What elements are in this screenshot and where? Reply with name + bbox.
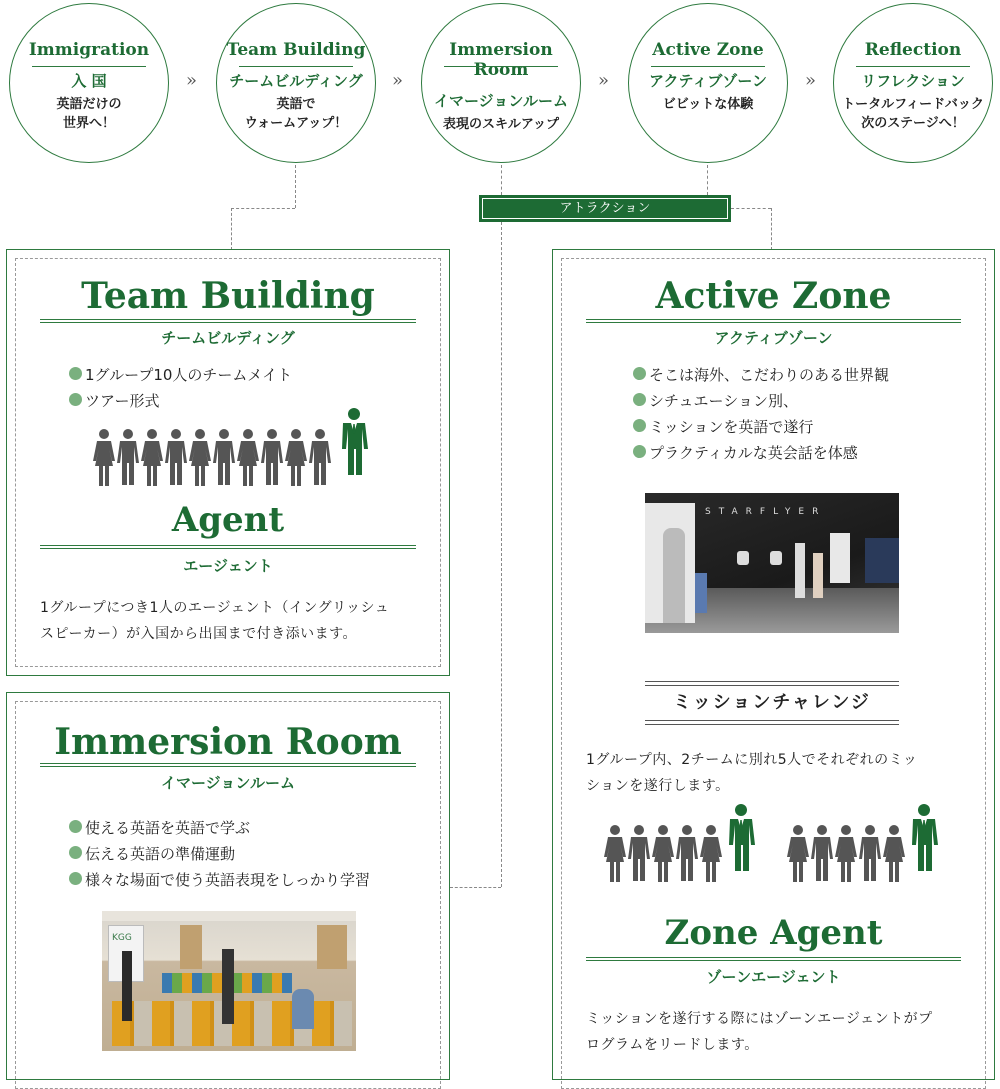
step-desc: 表現のスキルアップ <box>443 117 559 132</box>
chevron-right-icon: » <box>186 70 195 91</box>
active-zone-panel <box>552 249 995 1080</box>
connector-line <box>707 165 708 195</box>
step-desc: 英語だけの 世界へ！ <box>56 97 122 131</box>
immersion-room-photo <box>102 911 356 1051</box>
panel-subtitle: チームビルディング <box>161 329 295 347</box>
list-item: ミッションを英語で遂行 <box>633 414 889 440</box>
panel-subtitle: イマージョンルーム <box>160 774 296 792</box>
step-reflection <box>833 3 993 163</box>
bullet-dot-icon <box>69 846 85 862</box>
list-item: そこは海外、こだわりのある世界観 <box>633 362 889 388</box>
connector-line <box>731 208 771 209</box>
panel-title: Immersion Room <box>54 721 402 763</box>
step-ja: 入 国 <box>71 72 107 90</box>
step-ja: アクティブゾーン <box>648 72 768 90</box>
step-ja: リフレクション <box>861 72 965 90</box>
panel-title: Team Building <box>81 275 375 317</box>
step-en: Active Zone <box>652 40 764 60</box>
step-immigration <box>9 3 169 163</box>
list-item: 使える英語を英語で学ぶ <box>69 815 370 841</box>
step-ja: イマージョンルーム <box>433 92 569 110</box>
step-active-zone <box>628 3 788 163</box>
list-item: 様々な場面で使う英語表現をしっかり学習 <box>69 867 370 893</box>
two-teams-people-icon <box>603 802 953 884</box>
step-desc: トータルフィードバック 次のステージへ！ <box>842 97 984 131</box>
attraction-label: アトラクション <box>479 195 731 222</box>
immersion-room-panel <box>6 692 450 1080</box>
connector-line <box>771 208 772 250</box>
zone-agent-description: ミッションを遂行する際にはゾーンエージェントがプ ログラムをリードします。 <box>586 1011 933 1053</box>
step-desc: 英語で ウォームアップ！ <box>244 97 348 131</box>
list-item: プラクティカルな英会話を体感 <box>633 440 889 466</box>
bullet-dot-icon <box>633 445 649 461</box>
bullet-list <box>633 362 889 466</box>
starflyer-sign: STARFLYER <box>705 507 827 517</box>
list-item: 1グループ10人のチームメイト <box>69 362 292 388</box>
step-team-building <box>216 3 376 163</box>
bullet-dot-icon <box>633 393 649 409</box>
connector-line <box>231 208 295 209</box>
zone-agent-subtitle: ゾーンエージェント <box>706 968 841 986</box>
bullet-list <box>69 362 292 414</box>
bullet-dot-icon <box>69 393 85 409</box>
bullet-dot-icon <box>69 872 85 888</box>
list-item: シチュエーション別、 <box>633 388 889 414</box>
bullet-list <box>69 815 370 893</box>
kgg-sign: KGG <box>112 933 132 943</box>
chevron-right-icon: » <box>598 70 607 91</box>
panel-subtitle: アクティブゾーン <box>714 329 833 347</box>
step-immersion-room <box>421 3 581 163</box>
chevron-right-icon: » <box>392 70 401 91</box>
step-en: Team Building <box>226 40 366 60</box>
agent-title: Agent <box>171 500 285 540</box>
team-building-panel <box>6 249 450 676</box>
panel-title: Active Zone <box>655 275 892 317</box>
mission-challenge-heading: ミッションチャレンジ <box>645 681 899 725</box>
step-en: Immersion Room <box>449 40 553 80</box>
step-en: Immigration <box>28 40 150 60</box>
step-en: Reflection <box>864 40 962 60</box>
zone-agent-title: Zone Agent <box>664 913 883 953</box>
chevron-right-icon: » <box>805 70 814 91</box>
step-desc: ビビットな体験 <box>662 97 754 112</box>
mission-description: 1グループ内、2チームに別れ5人でそれぞれのミッ ションを遂行します。 <box>586 752 918 794</box>
team-people-icon <box>92 408 372 488</box>
bullet-dot-icon <box>69 820 85 836</box>
connector-line <box>501 165 502 195</box>
list-item: ツアー形式 <box>69 388 292 414</box>
connector-line <box>501 222 502 887</box>
connector-line <box>231 208 232 250</box>
bullet-dot-icon <box>633 367 649 383</box>
connector-line <box>295 165 296 208</box>
step-ja: チームビルディング <box>229 72 363 90</box>
list-item: 伝える英語の準備運動 <box>69 841 370 867</box>
agent-description: 1グループにつき1人のエージェント（イングリッシュ スピーカー）が入国から出国まで付き添います。 <box>40 600 390 642</box>
connector-line <box>450 887 501 888</box>
active-zone-photo <box>645 493 899 633</box>
agent-subtitle: エージェント <box>183 557 273 575</box>
bullet-dot-icon <box>69 367 85 383</box>
